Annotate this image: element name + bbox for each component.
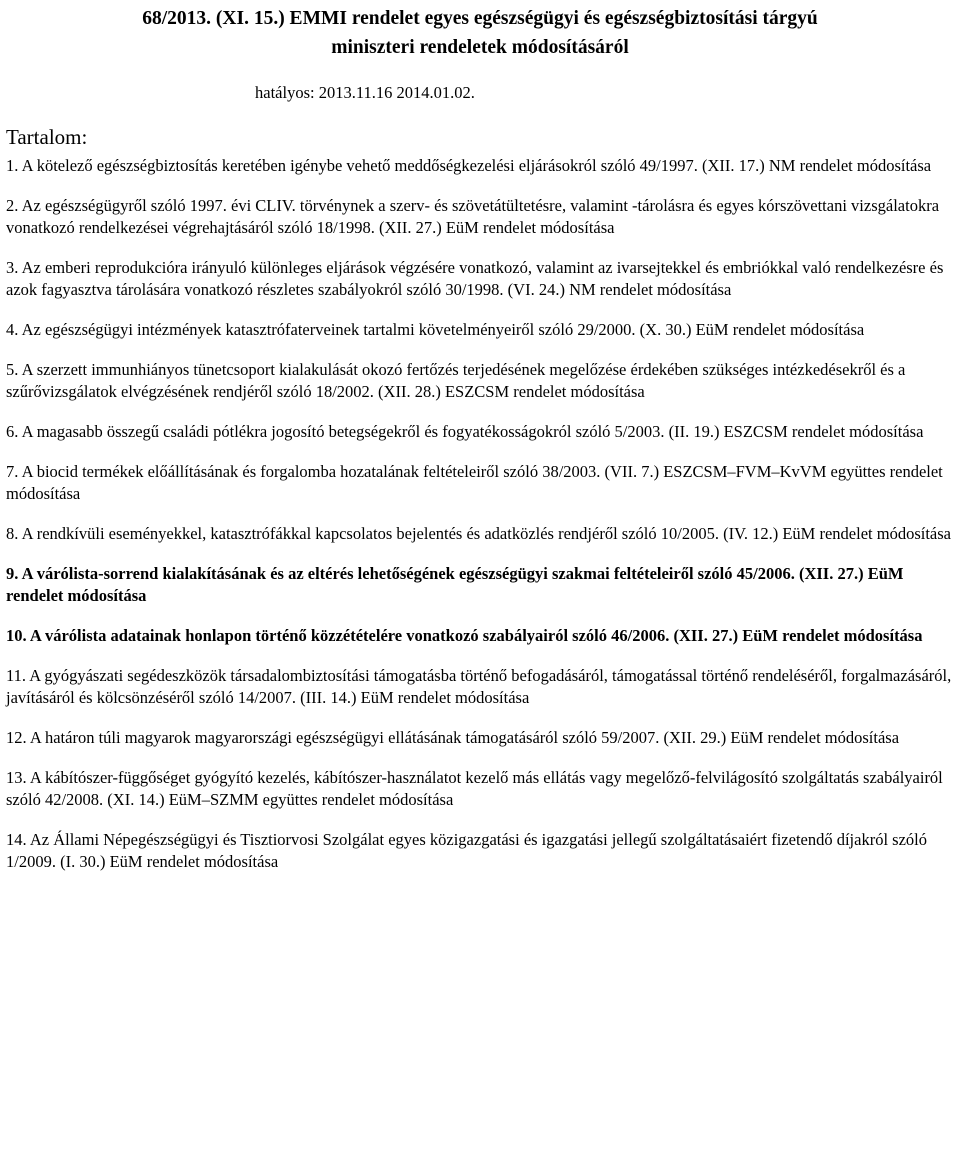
toc-heading: Tartalom: xyxy=(6,125,88,149)
toc-item-13[interactable]: 13. A kábítószer-függőséget gyógyító kezelés, kábítószer-használatot kezelő más ellátás vagy megelőző-felvilágosító szolgáltatás szabályairól szóló 42/2008. (XI. 14.) EüM–SZMM együttes rendelet módosítása xyxy=(6,768,943,809)
toc-item-5[interactable]: 5. A szerzett immunhiányos tünetcsoport kialakulását okozó fertőzés terjedésének megelőzése érdekében szükséges intézkedésekről és a szűrővizsgálatok elvégzésének rendjéről szóló 18/2002. (XII. 28.) ESZCSM rendelet módosítása xyxy=(6,360,906,401)
toc-item-12[interactable]: 12. A határon túli magyarok magyarországi egészségügyi ellátásának támogatásáról szóló 59/2007. (XII. 29.) EüM rendelet módosítása xyxy=(6,728,900,747)
toc-item-11[interactable]: 11. A gyógyászati segédeszközök társadalombiztosítási támogatásba történő befogadásáról, támogatással történő rendeléséről, forgalmazásáról, javításáról és kölcsönzéséről szóló 14/2007. (III. 14.) EüM rendelet módosítása xyxy=(6,666,952,707)
toc-item-3[interactable]: 3. Az emberi reprodukcióra irányuló különleges eljárások végzésére vonatkozó, valamint az ivarsejtekkel és embriókkal való rendelkezésre és azok fagyasztva tárolására vonatkozó részletes szabályokról szóló 30/1998. (VI. 24.) NM rendelet módosítása xyxy=(6,258,944,299)
toc-item-8[interactable]: 8. A rendkívüli eseményekkel, katasztrófákkal kapcsolatos bejelentés és adatközlés rendjéről szóló 10/2005. (IV. 12.) EüM rendelet módosítása xyxy=(6,524,951,543)
document-page xyxy=(6,0,954,873)
toc-item-1[interactable]: 1. A kötelező egészségbiztosítás keretében igénybe vehető meddőségkezelési eljárásokról szóló 49/1997. (XII. 17.) NM rendelet módosítása xyxy=(6,156,932,175)
document-title xyxy=(6,0,954,63)
toc-item-2[interactable]: 2. Az egészségügyről szóló 1997. évi CLIV. törvénynek a szerv- és szövetátültetésre, valamint -tárolásra és egyes kórszövettani vizsgálatokra vonatkozó rendelkezései végrehajtásáról szóló 18/1998. (XII. 27.) EüM rendelet módosítása xyxy=(6,196,940,237)
toc-item-10[interactable]: 10. A várólista adatainak honlapon történő közzétételére vonatkozó szabályairól szóló 46/2006. (XII. 27.) EüM rendelet módosítása xyxy=(6,626,923,645)
toc-item-14[interactable]: 14. Az Állami Népegészségügyi és Tisztiorvosi Szolgálat egyes közigazgatási és igazgatási jellegű szolgáltatásaiért fizetendő díjakról szóló 1/2009. (I. 30.) EüM rendelet módosítása xyxy=(6,830,927,871)
document-title-line-2: miniszteri rendeletek módosításáról xyxy=(331,37,629,58)
effective-dates: hatályos: 2013.11.16 2014.01.02. xyxy=(255,83,475,102)
toc-item-6[interactable]: 6. A magasabb összegű családi pótlékra jogosító betegségekről és fogyatékosságokról szóló 5/2003. (II. 19.) ESZCSM rendelet módosítása xyxy=(6,422,924,441)
toc-item-9[interactable]: 9. A várólista-sorrend kialakításának és az eltérés lehetőségének egészségügyi szakmai feltételeiről szóló 45/2006. (XII. 27.) EüM rendelet módosítása xyxy=(6,564,904,605)
toc-item-4[interactable]: 4. Az egészségügyi intézmények katasztrófaterveinek tartalmi követelményeiről szóló 29/2000. (X. 30.) EüM rendelet módosítása xyxy=(6,320,865,339)
table-of-contents xyxy=(6,155,954,873)
toc-item-7[interactable]: 7. A biocid termékek előállításának és forgalomba hozatalának feltételeiről szóló 38/2003. (VII. 7.) ESZCSM–FVM–KvVM együttes rendelet módosítása xyxy=(6,462,943,503)
document-title-line-1: 68/2013. (XI. 15.) EMMI rendelet egyes egészségügyi és egészségbiztosítási tárgyú xyxy=(142,8,818,29)
